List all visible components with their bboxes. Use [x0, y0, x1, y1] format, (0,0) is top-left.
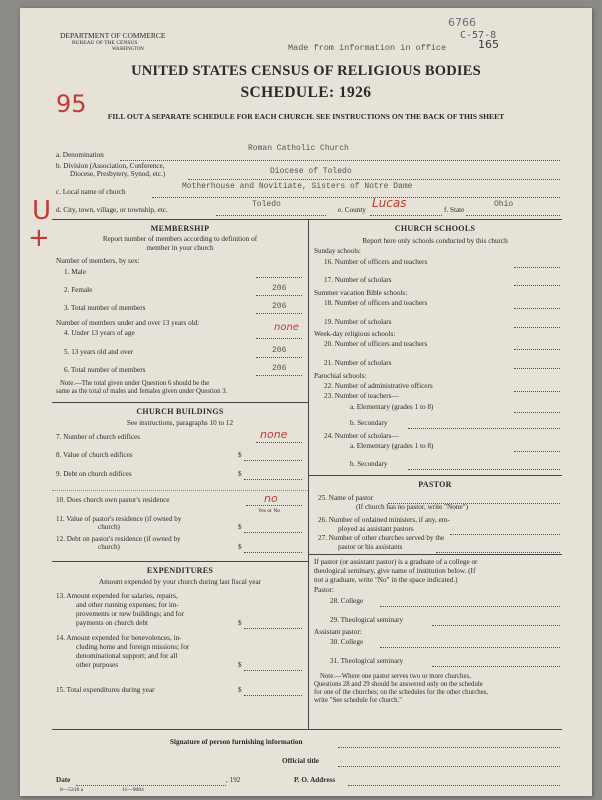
q5-label: 5. 13 years old and over: [64, 348, 134, 356]
q27-label-2: pastor or his assistants: [338, 543, 403, 551]
q10-value[interactable]: no: [264, 492, 278, 505]
schools-title: CHURCH SCHOOLS: [394, 224, 476, 233]
department-label: DEPARTMENT OF COMMERCE: [60, 31, 166, 40]
q24-label: 24. Number of scholars—: [324, 432, 399, 440]
weekday-label: Week-day religious schools:: [314, 330, 396, 338]
q23b-label: b. Secondary: [350, 419, 388, 427]
q14-dollar: $: [238, 661, 242, 669]
q30-label: 30. College: [330, 638, 364, 646]
by-sex-label: Number of members, by sex:: [56, 257, 140, 265]
division-value[interactable]: Diocese of Toledo: [270, 167, 352, 176]
graduate-note-1: If pastor (or assistant pastor) is a graduate of a college or: [314, 558, 478, 566]
membership-note-2: same as the total of males and females given under Question 3.: [56, 388, 228, 395]
buildings-subtitle: See instructions, paragraphs 10 to 12: [126, 419, 234, 427]
stamp-note: Made from information in office: [288, 43, 447, 53]
q23-label: 23. Number of teachers—: [324, 392, 399, 400]
q12-dollar: $: [238, 543, 242, 551]
q8-dollar: $: [238, 451, 242, 459]
q23a-label: a. Elementary (grades 1 to 8): [350, 403, 434, 411]
q26-label: 26. Number of ordained ministers, if any, em-: [318, 516, 450, 524]
division-label-2: Diocese, Presbytery, Synod, etc.): [70, 170, 166, 178]
q2-value[interactable]: 206: [272, 284, 287, 293]
q24a-label: a. Elementary (grades 1 to 8): [350, 442, 434, 450]
q28-label: 28. College: [330, 597, 364, 605]
q10-label: 10. Does church own pastor's residence: [56, 496, 170, 504]
city-value[interactable]: Toledo: [252, 200, 281, 209]
pastor-title: PASTOR: [418, 480, 452, 489]
q26-label-2: ployed as assistant pastors: [338, 525, 414, 533]
schedule-title: SCHEDULE: 1926: [240, 84, 372, 101]
local-name-value[interactable]: Motherhouse and Novitiate, Sisters of Notre Dame: [182, 182, 413, 191]
membership-subtitle-2: member in your church: [146, 244, 214, 252]
county-value[interactable]: Lucas: [372, 196, 407, 210]
q19-label: 19. Number of scholars: [324, 318, 392, 326]
form-title: UNITED STATES CENSUS OF RELIGIOUS BODIES: [131, 63, 481, 79]
q11-dollar: $: [238, 523, 242, 531]
state-label: f. State: [444, 206, 465, 214]
print-code-1: 8—5318 a: [60, 787, 84, 793]
q7-label: 7. Number of church edifices: [56, 433, 141, 441]
q13-label-2: and other running expenses; for im-: [76, 601, 179, 609]
q14-label-4: other purposes: [76, 661, 119, 669]
membership-subtitle-1: Report number of members according to definition of: [102, 235, 258, 243]
q13-label: 13. Amount expended for salaries, repairs,: [56, 592, 178, 600]
q14-label: 14. Amount expended for benevolences, in-: [56, 634, 182, 642]
instruction-line: FILL OUT A SEPARATE SCHEDULE FOR EACH CHURCH. SEE INSTRUCTIONS ON THE BACK OF THIS SHEET: [107, 112, 505, 121]
handwritten-cross: +: [28, 223, 50, 253]
q25-label: 25. Name of pastor: [318, 494, 374, 502]
pastor-sublabel: Pastor:: [314, 586, 334, 594]
q9-label: 9. Debt on church edifices: [56, 470, 132, 478]
print-code-2: 11—9084: [122, 787, 144, 793]
pastor-note-2: Questions 28 and 29 should be answered only on the schedule: [314, 681, 483, 688]
q2-label: 2. Female: [64, 286, 93, 294]
q16-label: 16. Number of officers and teachers: [324, 258, 428, 266]
q4-label: 4. Under 13 years of age: [64, 329, 135, 337]
q24b-label: b. Secondary: [350, 460, 388, 468]
sunday-label: Sunday schools:: [314, 247, 361, 255]
city-field-label: d. City, town, village, or township, etc.: [56, 206, 168, 214]
membership-title: MEMBERSHIP: [150, 224, 210, 233]
pastor-note-4: write "See schedule for church.": [314, 697, 403, 704]
q12-label-2: church): [98, 543, 120, 551]
county-label: e. County: [338, 206, 366, 214]
q15-dollar: $: [238, 686, 242, 694]
q17-label: 17. Number of scholars: [324, 276, 392, 284]
division-label: b. Division (Association, Conference,: [56, 162, 165, 170]
q13-dollar: $: [238, 619, 242, 627]
membership-note-1: Note.—The total given under Question 6 should be the: [60, 380, 210, 387]
q14-label-3: denominational support; and for all: [76, 652, 178, 660]
pastor-note-1: Note.—Where one pastor serves two or more churches,: [320, 673, 471, 680]
handwritten-letter: U: [32, 196, 52, 226]
form-code: C-57-8: [460, 30, 497, 41]
parochial-label: Parochial schools:: [314, 372, 367, 380]
form-number: 165: [478, 38, 499, 51]
q15-label: 15. Total expenditures during year: [56, 686, 155, 694]
graduate-note-2: theological seminary, give name of institution below. (If: [314, 567, 476, 575]
state-value[interactable]: Ohio: [494, 200, 514, 209]
expenditures-title: EXPENDITURES: [146, 566, 214, 575]
q27-label: 27. Number of other churches served by the: [318, 534, 445, 542]
q20-label: 20. Number of officers and teachers: [324, 340, 428, 348]
denomination-value[interactable]: Roman Catholic Church: [248, 144, 349, 153]
q4-value[interactable]: none: [274, 322, 299, 333]
q3-label: 3. Total number of members: [64, 304, 146, 312]
q25-note: (If church has no pastor, write "None"): [356, 503, 468, 511]
yes-no-hint: Yes or No: [258, 508, 281, 514]
graduate-note-3: not a graduate, write "No" in the space indicated.): [314, 576, 458, 584]
q29-label: 29. Theological seminary: [330, 616, 404, 624]
q31-label: 31. Theological seminary: [330, 657, 404, 665]
expenditures-subtitle: Amount expended by your church during last fiscal year: [98, 578, 262, 586]
q5-value[interactable]: 206: [272, 346, 287, 355]
handwritten-number: 95: [56, 90, 87, 118]
schools-subtitle: Report here only schools conducted by this church: [362, 237, 508, 245]
by-age-label: Number of members under and over 13 years old:: [56, 319, 200, 327]
city-label: WASHINGTON: [112, 47, 144, 52]
buildings-title: CHURCH BUILDINGS: [136, 407, 224, 416]
q6-value[interactable]: 206: [272, 364, 287, 373]
q13-label-3: provements or new buildings; and for: [76, 610, 184, 618]
vacation-label: Summer vacation Bible schools:: [314, 289, 408, 297]
top-pencil-number: 6766: [448, 16, 476, 29]
signature-label: Signature of person furnishing information: [170, 738, 303, 746]
q6-label: 6. Total number of members: [64, 366, 146, 374]
pastor-note-3: for one of the churches; on the schedules for the other churches,: [314, 689, 489, 696]
po-address-label: P. O. Address: [294, 776, 336, 784]
official-title-label: Official title: [282, 757, 319, 765]
q8-label: 8. Value of church edifices: [56, 451, 133, 459]
date-label: Date: [56, 776, 71, 784]
year-label: , 192: [226, 776, 241, 784]
q11-label-2: church): [98, 523, 120, 531]
q12-label: 12. Debt on pastor's residence (if owned by: [56, 535, 181, 543]
q14-label-2: cluding home and foreign missions; for: [76, 643, 190, 651]
local-name-label: c. Local name of church: [56, 188, 126, 196]
assistant-sublabel: Assistant pastor:: [314, 628, 362, 636]
q11-label: 11. Value of pastor's residence (if owned by: [56, 515, 182, 523]
census-schedule-sheet: [20, 8, 592, 796]
bureau-label: BUREAU OF THE CENSUS: [72, 40, 138, 46]
q22-label: 22. Number of administrative officers: [324, 382, 433, 390]
q3-value[interactable]: 206: [272, 302, 287, 311]
q13-label-4: payments on church debt: [76, 619, 149, 627]
q7-value[interactable]: none: [260, 428, 288, 441]
q18-label: 18. Number of officers and teachers: [324, 299, 428, 307]
q9-dollar: $: [238, 470, 242, 478]
q21-label: 21. Number of scholars: [324, 359, 392, 367]
q1-label: 1. Male: [64, 268, 86, 276]
denomination-label: a. Denomination: [56, 151, 104, 159]
